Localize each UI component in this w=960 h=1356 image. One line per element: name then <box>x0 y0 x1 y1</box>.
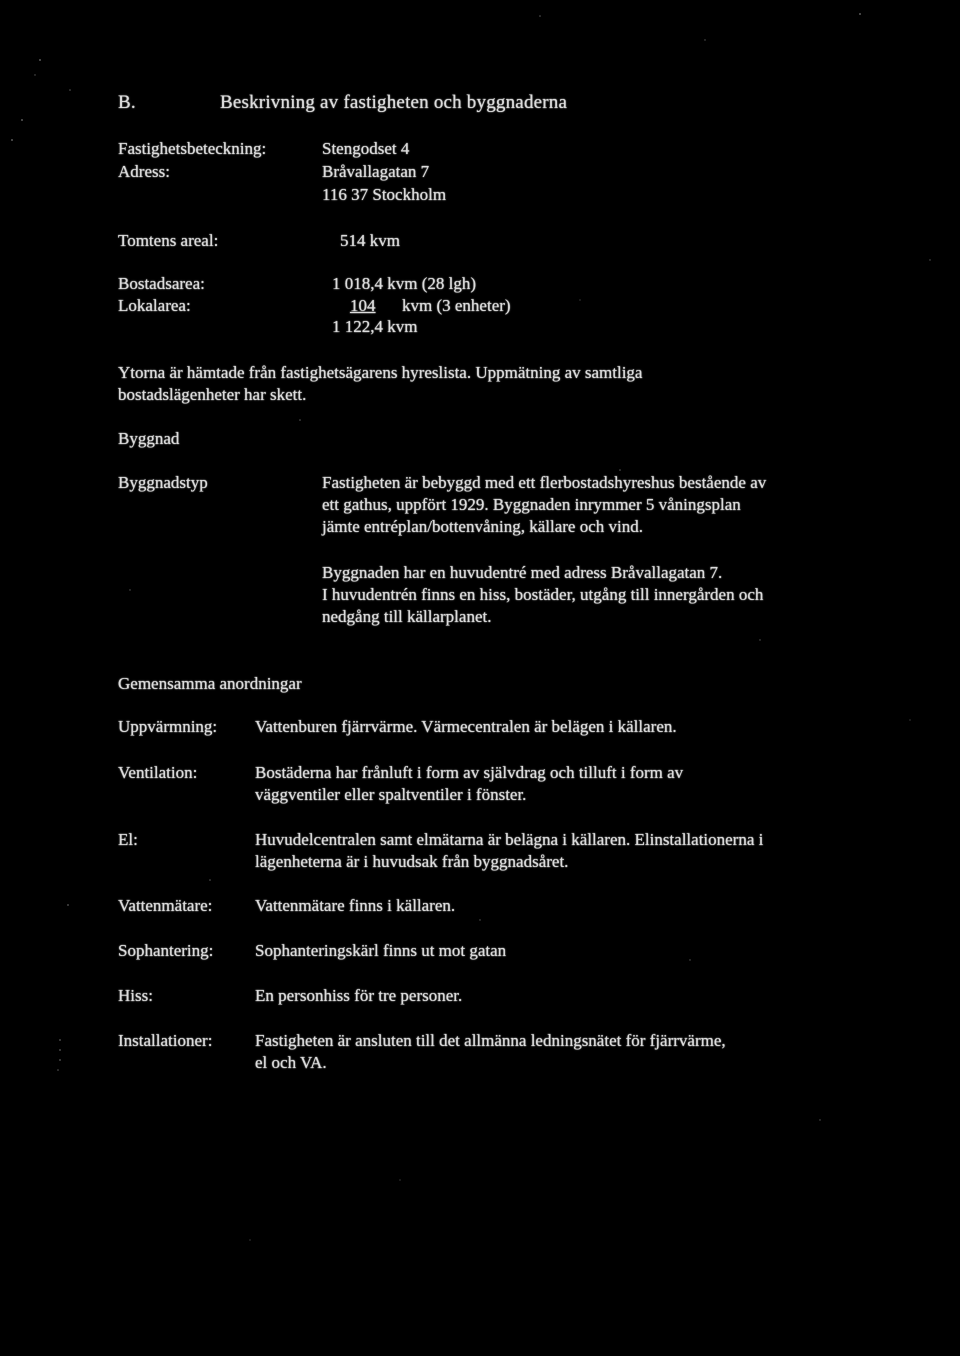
address-line1: Bråvallagatan 7 <box>322 162 430 181</box>
residential-area-label: Bostadsarea: <box>118 274 205 293</box>
building-entrance-line3: nedgång till källarplanet. <box>322 607 492 626</box>
address-line2: 116 37 Stockholm <box>322 185 447 204</box>
ventilation-line1: Bostäderna har frånluft i form av självdrag och tilluft i form av <box>255 763 684 782</box>
building-type-text <box>322 472 766 538</box>
residential-area-value: 1 018,4 kvm (28 lgh) <box>332 274 477 293</box>
ventilation-text <box>255 762 683 806</box>
designation-value: Stengodset 4 <box>322 139 410 158</box>
waste-label: Sophantering: <box>118 941 214 960</box>
electricity-label: El: <box>118 830 138 849</box>
electricity-text <box>255 829 763 873</box>
waste-value: Sophanteringskärl finns ut mot gatan <box>255 941 507 960</box>
heating-value: Vattenburen fjärrvärme. Värmecentralen är belägen i källaren. <box>255 717 677 736</box>
ventilation-label: Ventilation: <box>118 763 198 782</box>
heating-label: Uppvärmning: <box>118 717 218 736</box>
total-area-value: 1 122,4 kvm <box>332 317 418 336</box>
elevator-label: Hiss: <box>118 986 153 1005</box>
commercial-area-value: 104 <box>350 296 376 315</box>
building-entrance-line1: Byggnaden har en huvudentré med adress Bråvallagatan 7. <box>322 563 723 582</box>
electricity-line2: lägenheterna är i huvudsak från byggnadsåret. <box>255 852 569 871</box>
section-title: Beskrivning av fastigheten och byggnaderna <box>220 92 568 113</box>
areas-note-line1: Ytorna är hämtade från fastighetsägarens hyreslista. Uppmätning av samtliga <box>118 363 643 382</box>
site-area-value: 514 kvm <box>340 231 400 250</box>
water-meter-label: Vattenmätare: <box>118 896 213 915</box>
installations-label: Installationer: <box>118 1031 213 1050</box>
section-number: B. <box>118 92 136 113</box>
building-type-line3: jämte entréplan/bottenvåning, källare och vind. <box>322 517 643 536</box>
building-type-line1: Fastigheten är bebyggd med ett flerbostadshyreshus bestående av <box>322 473 767 492</box>
installations-text <box>255 1030 726 1074</box>
areas-note <box>118 362 642 406</box>
building-entrance-text <box>322 562 763 628</box>
common-heading: Gemensamma anordningar <box>118 674 302 693</box>
building-heading: Byggnad <box>118 429 180 448</box>
elevator-value: En personhiss för tre personer. <box>255 986 463 1005</box>
building-type-label: Byggnadstyp <box>118 473 208 492</box>
building-type-line2: ett gathus, uppfört 1929. Byggnaden inrymmer 5 våningsplan <box>322 495 741 514</box>
designation-label: Fastighetsbeteckning: <box>118 139 267 158</box>
site-area-label: Tomtens areal: <box>118 231 219 250</box>
electricity-line1: Huvudelcentralen samt elmätarna är belägna i källaren. Elinstallationerna i <box>255 830 764 849</box>
installations-line1: Fastigheten är ansluten till det allmänna ledningsnätet för fjärrvärme, <box>255 1031 726 1050</box>
ventilation-line2: väggventiler eller spaltventiler i fönster. <box>255 785 527 804</box>
commercial-area-label: Lokalarea: <box>118 296 191 315</box>
building-entrance-line2: I huvudentrén finns en hiss, bostäder, utgång till innergården och <box>322 585 764 604</box>
address-label: Adress: <box>118 162 170 181</box>
water-meter-value: Vattenmätare finns i källaren. <box>255 896 456 915</box>
areas-note-line2: bostadslägenheter har skett. <box>118 385 307 404</box>
installations-line2: el och VA. <box>255 1053 327 1072</box>
commercial-area-rest: kvm (3 enheter) <box>402 296 511 315</box>
